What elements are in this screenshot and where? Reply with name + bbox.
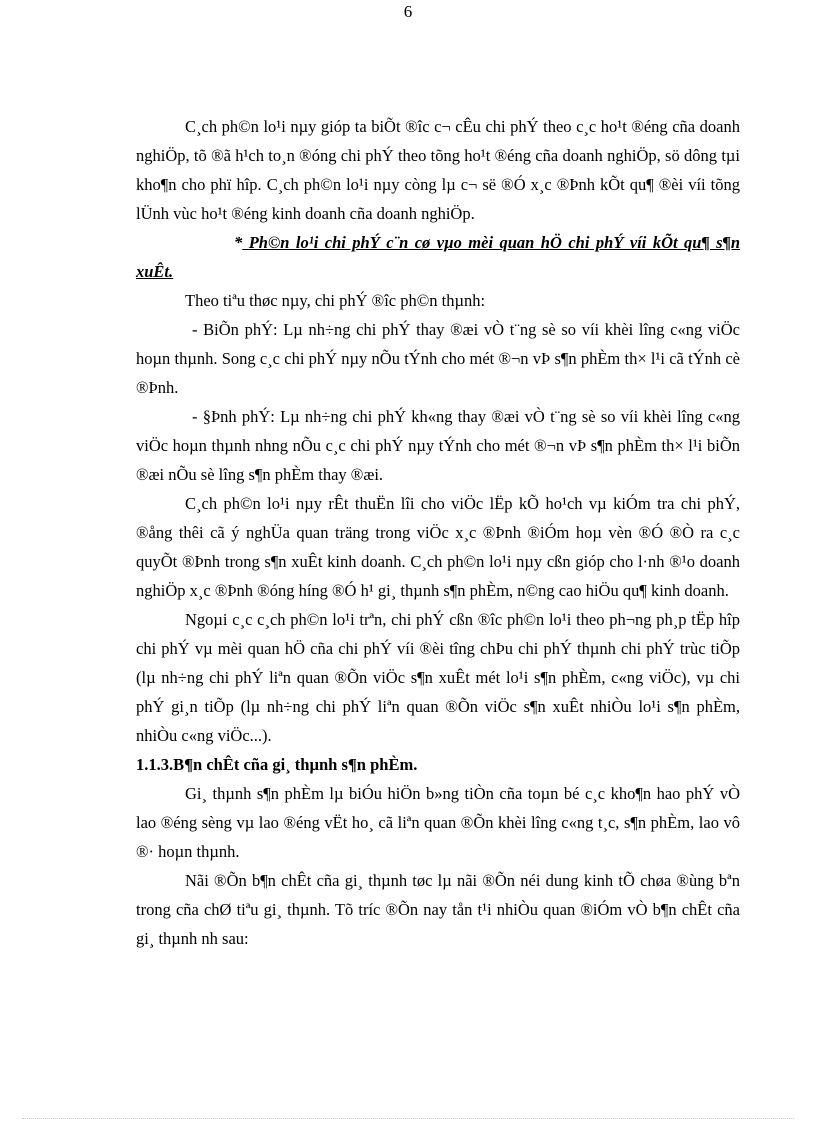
- paragraph-criteria: Theo tiªu thøc nµy, chi phÝ ®îc ph©n thµnh:: [185, 291, 486, 310]
- heading-bullet: *: [234, 233, 243, 252]
- paragraph-variable-cost: - BiÕn phÝ: Lµ nh÷ng chi phÝ thay ®æi vÒ t¨ng sè so víi khèi lîng c«ng viÖc hoµn thµnh. Song c¸c chi phÝ nµy nÕu tÝnh cho mét ®¬n vÞ s¶n phÈm th× l¹i cã tÝnh cè ®Þnh.: [136, 320, 740, 397]
- section-heading: 1.1.3.B¶n chÊt cña gi¸ thµnh s¶n phÈm.: [136, 755, 418, 774]
- document-body: [136, 112, 740, 953]
- paragraph-classification-purpose: C¸ch ph©n lo¹i nµy gióp ta biÕt ®îc c¬ cÊu chi phÝ theo c¸c ho¹t ®éng cña doanh nghiÖp, tõ ®ã h¹ch to¸n ®óng chi phÝ theo tõng ho¹t ®éng cña doanh nghiÖp, sö dông tµi kho¶n cho phï hîp. C¸ch ph©n lo¹i nµy còng lµ c¬ së ®Ó x¸c ®Þnh kÕt qu¶ ®èi víi tõng lÜnh vùc ho¹t ®éng kinh doanh cña doanh nghiÖp.: [136, 117, 740, 223]
- page-number: 6: [403, 2, 413, 21]
- paragraph-cost-definition: Gi¸ thµnh s¶n phÈm lµ biÓu hiÖn b»ng tiÒn cña toµn bé c¸c kho¶n hao phÝ vÒ lao ®éng sèng vµ lao ®éng vËt ho¸ cã liªn quan ®Õn khèi lîng c«ng t¸c, s¶n phÈm, lao vô ®· hoµn thµnh.: [136, 784, 740, 861]
- paragraph-classification-benefit: C¸ch ph©n lo¹i nµy rÊt thuËn lîi cho viÖc lËp kÕ ho¹ch vµ kiÓm tra chi phÝ, ®ång thêi cã ý nghÜa quan träng trong viÖc x¸c ®Þnh ®iÓm hoµ vèn ®Ó ®Ò ra c¸c quyÕt ®Þnh trong s¶n xuÊt kinh doanh. C¸ch ph©n lo¹i nµy cßn gióp cho l·nh ®¹o doanh nghiÖp x¸c ®Þnh ®óng híng ®Ó h¹ gi¸ thµnh s¶n phÈm, n©ng cao hiÖu qu¶ kinh doanh.: [136, 494, 740, 600]
- paragraph-fixed-cost: - §Þnh phÝ: Lµ nh÷ng chi phÝ kh«ng thay ®æi vÒ t¨ng sè so víi khèi lîng c«ng viÖc hoµn thµnh nhng nÕu c¸c chi phÝ nµy tÝnh cho mét ®¬n vÞ s¶n phÈm th× l¹i biÕn ®æi nÕu sè lîng s¶n phÈm thay ®æi.: [136, 407, 740, 484]
- subsection-heading: [136, 228, 740, 286]
- paragraph-cost-nature: Nãi ®Õn b¶n chÊt cña gi¸ thµnh tøc lµ nãi ®Õn néi dung kinh tÕ chøa ®ùng bªn trong cña chØ tiªu gi¸ thµnh. Tõ tríc ®Õn nay tån t¹i nhiÒu quan ®iÓm vÒ b¶n chÊt cña gi¸ thµnh nh sau:: [136, 871, 740, 948]
- subsection-heading-text: Ph©n lo¹i chi phÝ c¨n cø vµo mèi quan hÖ chi phÝ víi kÕt qu¶ s¶n xuÊt.: [136, 233, 741, 281]
- page-bottom-border: [22, 1118, 794, 1119]
- paragraph-direct-indirect: Ngoµi c¸c c¸ch ph©n lo¹i trªn, chi phÝ cßn ®îc ph©n lo¹i theo ph¬ng ph¸p tËp hîp chi phÝ vµ mèi quan hÖ cña chi phÝ víi ®èi tîng chÞu chi phÝ thµnh chi phÝ trùc tiÕp (lµ nh÷ng chi phÝ liªn quan ®Õn viÖc s¶n xuÊt mét lo¹i s¶n phÈm, c«ng viÖc), vµ chi phÝ gi¸n tiÕp (lµ nh÷ng chi phÝ liªn quan ®Õn viÖc s¶n xuÊt nhiÒu lo¹i s¶n phÈm, nhiÒu c«ng viÖc...).: [136, 610, 740, 745]
